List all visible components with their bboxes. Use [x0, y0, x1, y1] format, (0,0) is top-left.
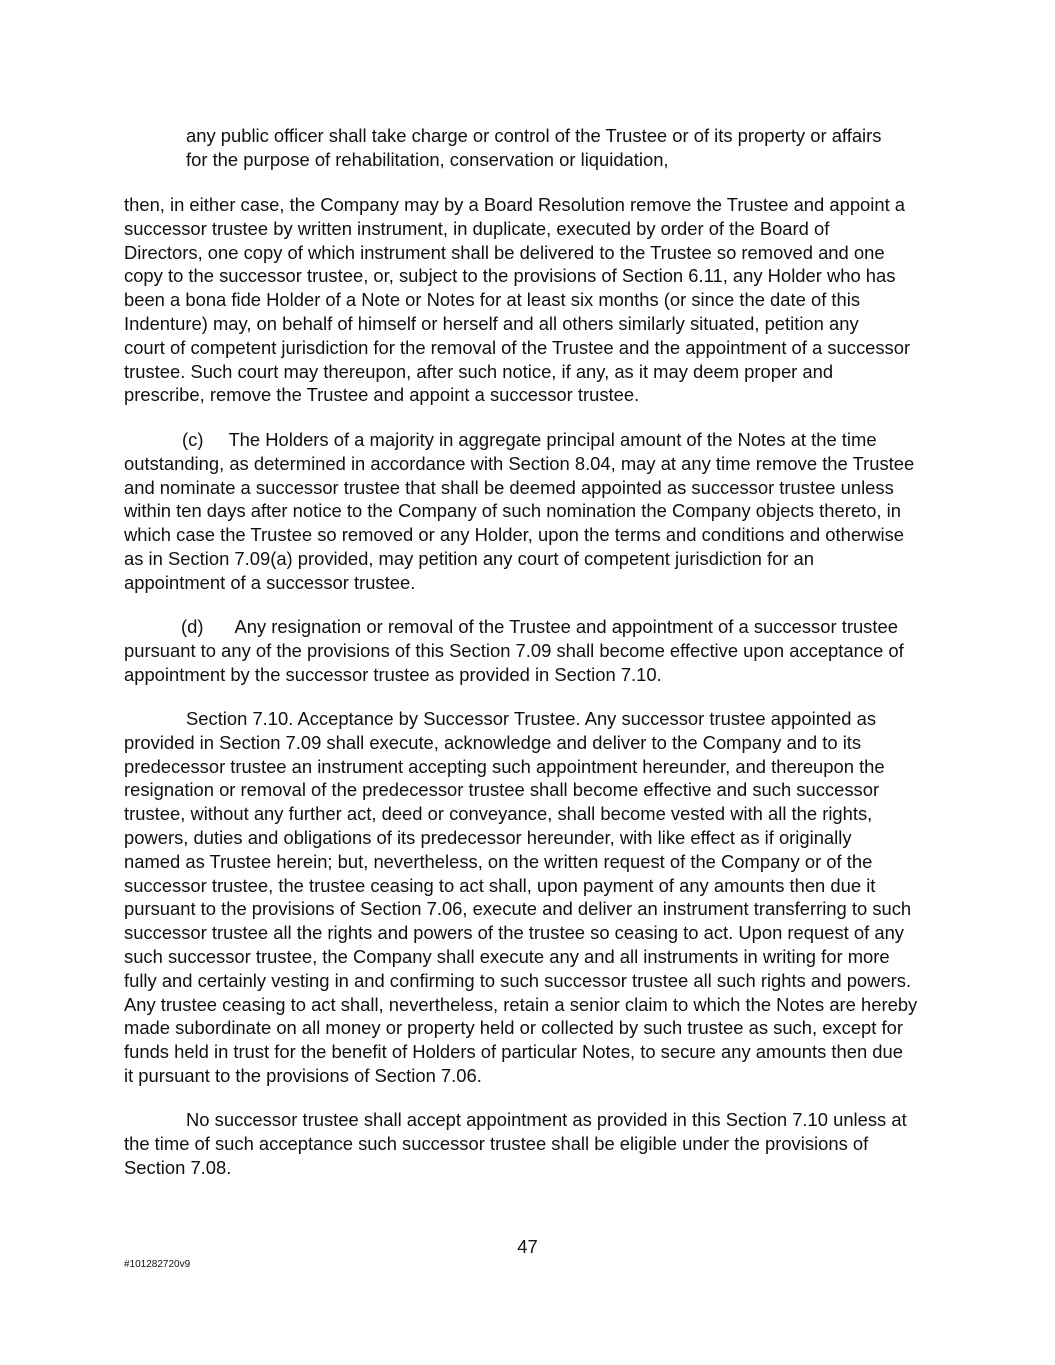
text-line: appointment of a successor trustee.	[124, 571, 416, 593]
text-line	[124, 707, 944, 731]
text-line: then, in either case, the Company may by a Board Resolution remove the Trustee and appoint a	[124, 194, 906, 215]
section-7-10	[124, 707, 944, 1088]
text-line: appointment by the successor trustee as provided in Section 7.10.	[124, 663, 662, 685]
text-line	[124, 1108, 944, 1132]
text-line: successor trustee by written instrument, in duplicate, executed by order of the Board of	[124, 217, 830, 239]
text-line-content: Any resignation or removal of the Trustee and appointment of a successor trustee	[234, 616, 898, 637]
text-line: which case the Trustee so removed or any Holder, upon the terms and conditions and otherwise	[124, 524, 904, 546]
text-line: been a bona fide Holder of a Note or Notes for at least six months (or since the date of this	[124, 289, 861, 311]
text-line: pursuant to any of the provisions of this Section 7.09 shall become effective upon acceptance of	[124, 639, 904, 661]
subsection-d	[124, 615, 944, 686]
text-line: for the purpose of rehabilitation, conservation or liquidation,	[186, 148, 669, 170]
text-line: trustee, without any further act, deed or conveyance, shall become vested with all the rights,	[124, 803, 873, 825]
text-line: Section 7.08.	[124, 1156, 232, 1178]
eligibility-paragraph	[124, 1108, 944, 1179]
text-line: as in Section 7.09(a) provided, may petition any court of competent jurisdiction for an	[124, 547, 815, 569]
text-line-content: The Holders of a majority in aggregate principal amount of the Notes at the time	[228, 429, 877, 450]
clause-continuation	[186, 124, 946, 172]
text-line: powers, duties and obligations of its predecessor hereunder, with like effect as if originally	[124, 826, 852, 848]
subsection-marker: (d)	[181, 616, 204, 637]
text-line: pursuant to the provisions of Section 7.06, execute and deliver an instrument transferring to such	[124, 898, 912, 920]
text-line: such successor trustee, the Company shall execute any and all instruments in writing for more	[124, 945, 890, 967]
subsection-c	[124, 428, 944, 595]
text-line: prescribe, remove the Trustee and appoint a successor trustee.	[124, 384, 640, 406]
text-line: the time of such acceptance such successor trustee shall be eligible under the provisions of	[124, 1132, 869, 1154]
text-line: trustee. Such court may thereupon, after such notice, if any, as it may deem proper and	[124, 360, 834, 382]
text-line: Indenture) may, on behalf of himself or herself and all others similarly situated, petition any	[124, 312, 859, 334]
text-line	[124, 428, 944, 452]
text-line: copy to the successor trustee, or, subject to the provisions of Section 6.11, any Holder who has	[124, 265, 896, 287]
text-line: predecessor trustee an instrument accepting such appointment hereunder, and thereupon the	[124, 755, 885, 777]
text-line: court of competent jurisdiction for the removal of the Trustee and the appointment of a successor	[124, 336, 911, 358]
text-line: named as Trustee herein; but, nevertheless, on the written request of the Company or of the	[124, 850, 873, 872]
text-line: outstanding, as determined in accordance with Section 8.04, may at any time remove the Trustee	[124, 452, 915, 474]
text-line: Directors, one copy of which instrument shall be delivered to the Trustee so removed and one	[124, 241, 885, 263]
text-line: it pursuant to the provisions of Section 7.06.	[124, 1064, 482, 1086]
text-line: and nominate a successor trustee that shall be deemed appointed as successor trustee unless	[124, 476, 894, 498]
removal-paragraph	[124, 193, 944, 407]
section-heading-line: Section 7.10. Acceptance by Successor Trustee. Any successor trustee appointed as	[186, 708, 877, 729]
document-id: #101282720v9	[124, 1259, 191, 1270]
text-line: made subordinate on all money or property held or collected by such trustee as such, except for	[124, 1017, 903, 1039]
text-line	[124, 615, 944, 639]
text-line: within ten days after notice to the Company of such nomination the Company objects thereto, in	[124, 500, 901, 522]
text-line: any public officer shall take charge or control of the Trustee or of its property or affairs	[186, 125, 882, 146]
text-line: funds held in trust for the benefit of Holders of particular Notes, to secure any amounts then due	[124, 1041, 903, 1063]
text-line: resignation or removal of the predecessor trustee shall become effective and such successor	[124, 779, 880, 801]
text-line: successor trustee all the rights and powers of the trustee so ceasing to act. Upon request of any	[124, 922, 904, 944]
text-line: fully and certainly vesting in and confirming to such successor trustee all such rights and powers.	[124, 969, 912, 991]
text-line: Any trustee ceasing to act shall, nevertheless, retain a senior claim to which the Notes are hereby	[124, 993, 918, 1015]
text-line-content: No successor trustee shall accept appointment as provided in this Section 7.10 unless at	[186, 1109, 907, 1130]
page-number: 47	[517, 1236, 538, 1257]
text-line: successor trustee, the trustee ceasing to act shall, upon payment of any amounts then due it	[124, 874, 876, 896]
text-line: provided in Section 7.09 shall execute, acknowledge and deliver to the Company and to its	[124, 731, 862, 753]
subsection-marker: (c)	[182, 429, 204, 450]
